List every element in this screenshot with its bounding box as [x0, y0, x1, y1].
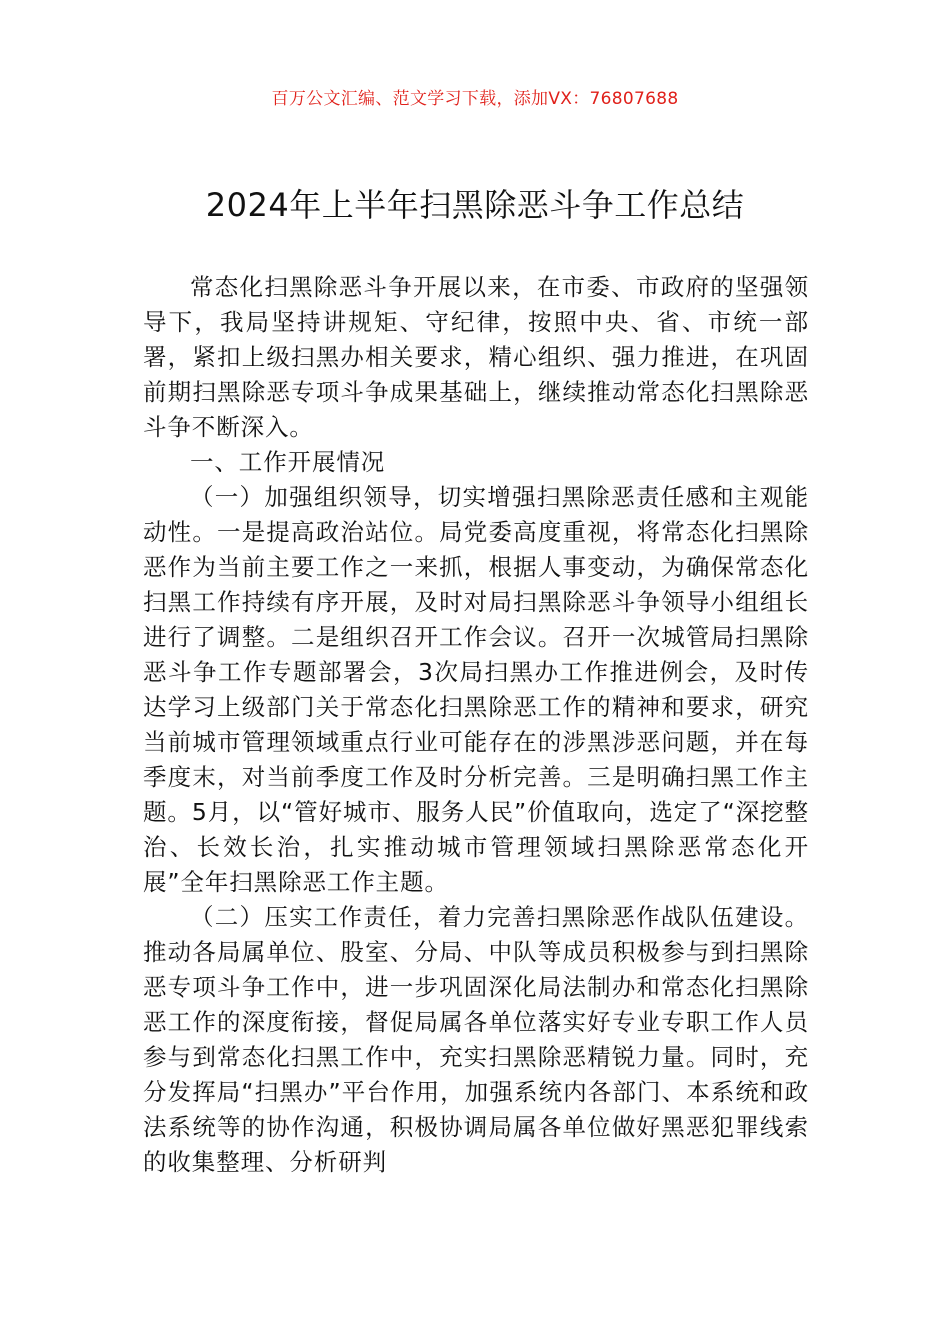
document-body: [143, 270, 809, 1180]
subsection-paragraph-2: （二）压实工作责任，着力完善扫黑除恶作战队伍建设。推动各局属单位、股室、分局、中队等成员积极参与到扫黑除恶专项斗争工作中，进一步巩固深化局法制办和常态化扫黑除恶工作的深度衔接，督促局属各单位落实好专业专职工作人员参与到常态化扫黑工作中，充实扫黑除恶精锐力量。同时，充分发挥局“扫黑办”平台作用，加强系统内各部门、本系统和政法系统等的协作沟通，积极协调局属各单位做好黑恶犯罪线索的收集整理、分析研判: [143, 903, 809, 1176]
section-heading: 一、工作开展情况: [190, 448, 386, 476]
intro-paragraph: 常态化扫黑除恶斗争开展以来，在市委、市政府的坚强领导下，我局坚持讲规矩、守纪律，按照中央、省、市统一部署，紧扣上级扫黑办相关要求，精心组织、强力推进，在巩固前期扫黑除恶专项斗争成果基础上，继续推动常态化扫黑除恶斗争不断深入。: [143, 273, 809, 441]
document-title: 2024年上半年扫黑除恶斗争工作总结: [205, 186, 745, 224]
watermark-banner: 百万公文汇编、范文学习下载，添加VX：76807688: [271, 89, 679, 109]
subsection-paragraph-1: （一）加强组织领导，切实增强扫黑除恶责任感和主观能动性。一是提高政治站位。局党委高度重视，将常态化扫黑除恶作为当前主要工作之一来抓，根据人事变动，为确保常态化扫黑工作持续有序开展，及时对局扫黑除恶斗争领导小组组长进行了调整。二是组织召开工作会议。召开一次城管局扫黑除恶斗争工作专题部署会，3次局扫黑办工作推进例会，及时传达学习上级部门关于常态化扫黑除恶工作的精神和要求，研究当前城市管理领域重点行业可能存在的涉黑涉恶问题，并在每季度末，对当前季度工作及时分析完善。三是明确扫黑工作主题。5月，以“管好城市、服务人民”价值取向，选定了“深挖整治、长效长治，扎实推动城市管理领域扫黑除恶常态化开展”全年扫黑除恶工作主题。: [143, 483, 809, 896]
